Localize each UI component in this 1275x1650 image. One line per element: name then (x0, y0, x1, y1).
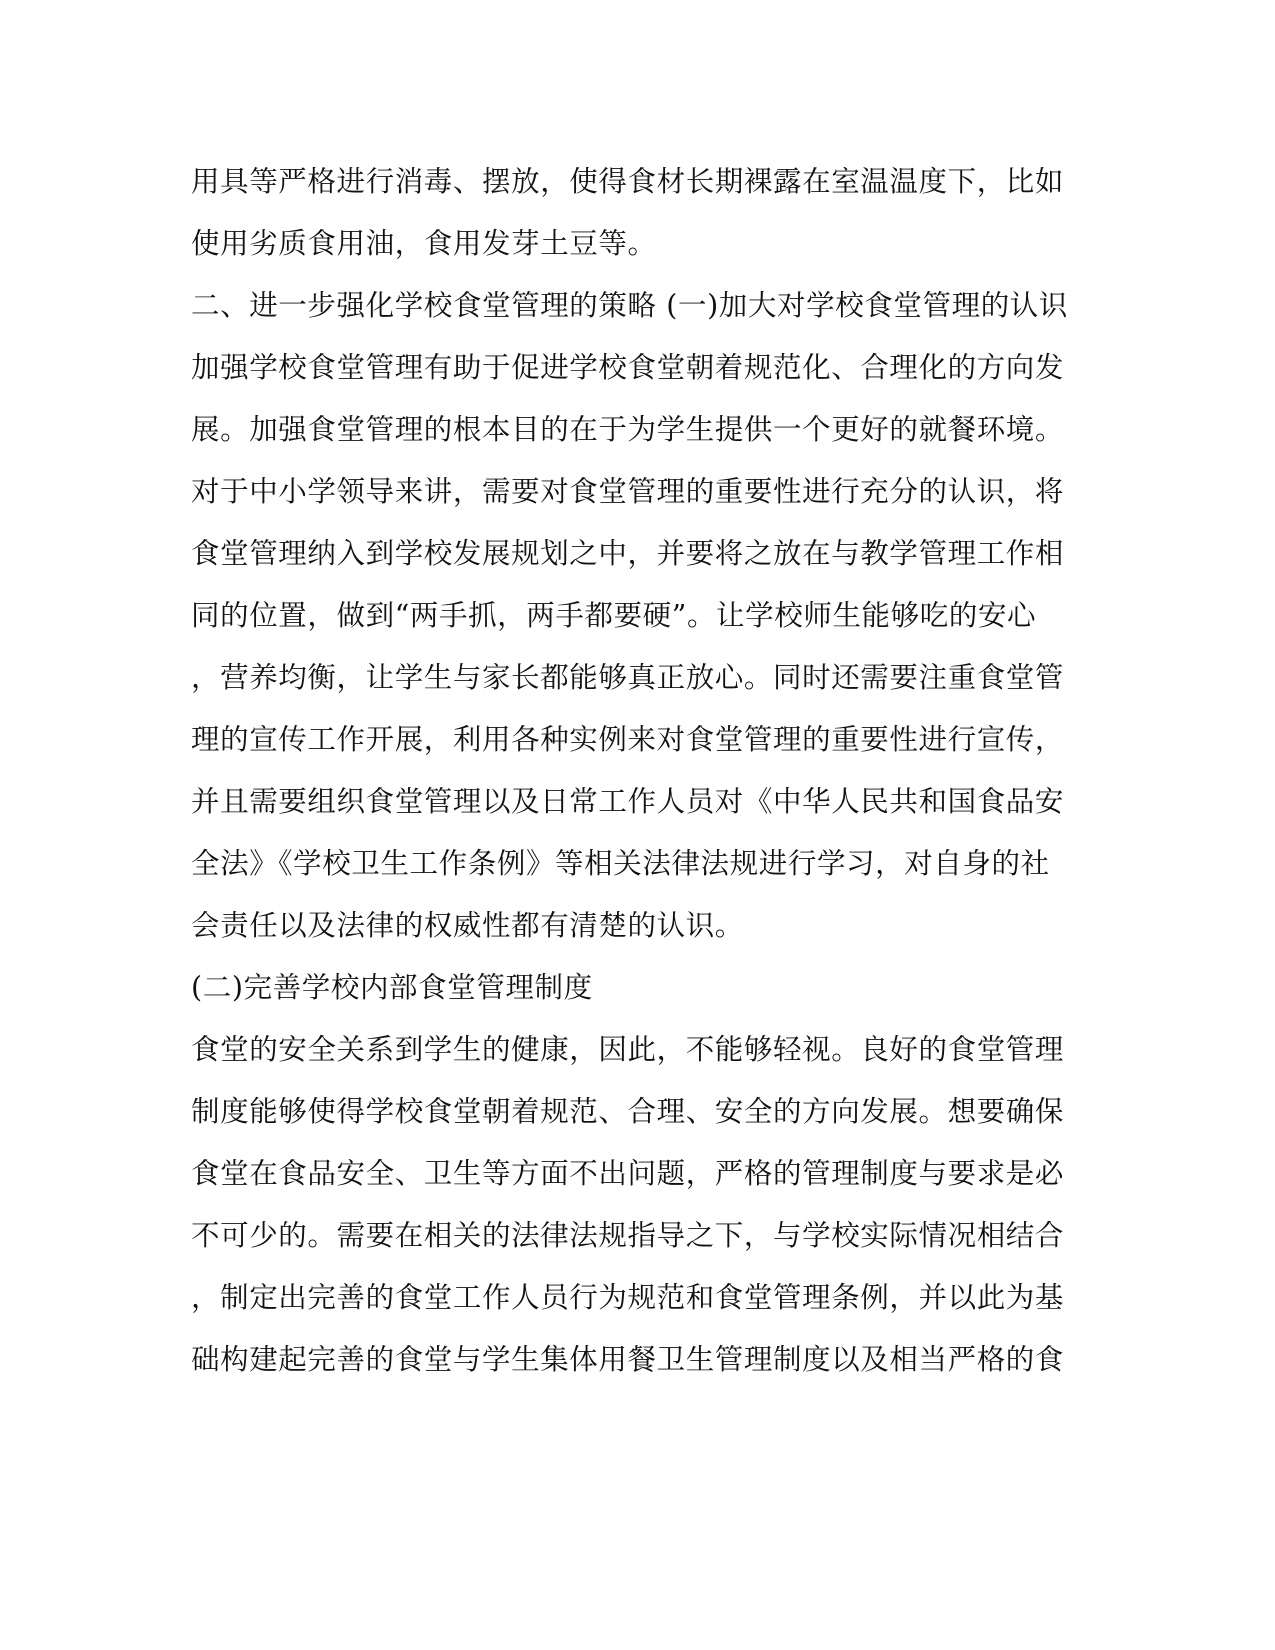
body-text-line: 用具等严格进行消毒、摆放，使得食材长期裸露在室温温度下，比如 (191, 165, 1065, 198)
body-text-line: 并且需要组织食堂管理以及日常工作人员对《中华人民共和国食品安 (191, 785, 1065, 818)
body-text-line: 理的宣传工作开展，利用各种实例来对食堂管理的重要性进行宣传， (191, 723, 1065, 756)
body-text-line: 会责任以及法律的权威性都有清楚的认识。 (191, 909, 744, 942)
body-text-line: 使用劣质食用油，食用发芽土豆等。 (191, 227, 657, 260)
section-heading: 二、进一步强化学校食堂管理的策略 (一)加大对学校食堂管理的认识 (191, 289, 1068, 322)
body-text-line: 加强学校食堂管理有助于促进学校食堂朝着规范化、合理化的方向发 (191, 351, 1065, 384)
body-text-line: 同的位置，做到“两手抓，两手都要硬”。让学校师生能够吃的安心 (191, 599, 1037, 632)
body-text-line: 不可少的。需要在相关的法律法规指导之下，与学校实际情况相结合 (191, 1219, 1065, 1252)
body-text-line: 食堂的安全关系到学生的健康，因此，不能够轻视。良好的食堂管理 (191, 1033, 1065, 1066)
body-text-line: 对于中小学领导来讲，需要对食堂管理的重要性进行充分的认识，将 (191, 475, 1065, 508)
body-text-line: 食堂管理纳入到学校发展规划之中，并要将之放在与教学管理工作相 (191, 537, 1065, 570)
body-text-line: 展。加强食堂管理的根本目的在于为学生提供一个更好的就餐环境。 (191, 413, 1065, 446)
body-text-line: 制度能够使得学校食堂朝着规范、合理、安全的方向发展。想要确保 (191, 1095, 1065, 1128)
subsection-heading: (二)完善学校内部食堂管理制度 (191, 971, 593, 1004)
body-text-line: ，制定出完善的食堂工作人员行为规范和食堂管理条例，并以此为基 (191, 1281, 1065, 1314)
body-text-line: 全法》《学校卫生工作条例》等相关法律法规进行学习，对自身的社 (191, 847, 1050, 880)
body-text-line: 础构建起完善的食堂与学生集体用餐卫生管理制度以及相当严格的食 (191, 1343, 1065, 1376)
body-text-line: 食堂在食品安全、卫生等方面不出问题，严格的管理制度与要求是必 (191, 1157, 1065, 1190)
body-text-line: ，营养均衡，让学生与家长都能够真正放心。同时还需要注重食堂管 (191, 661, 1065, 694)
